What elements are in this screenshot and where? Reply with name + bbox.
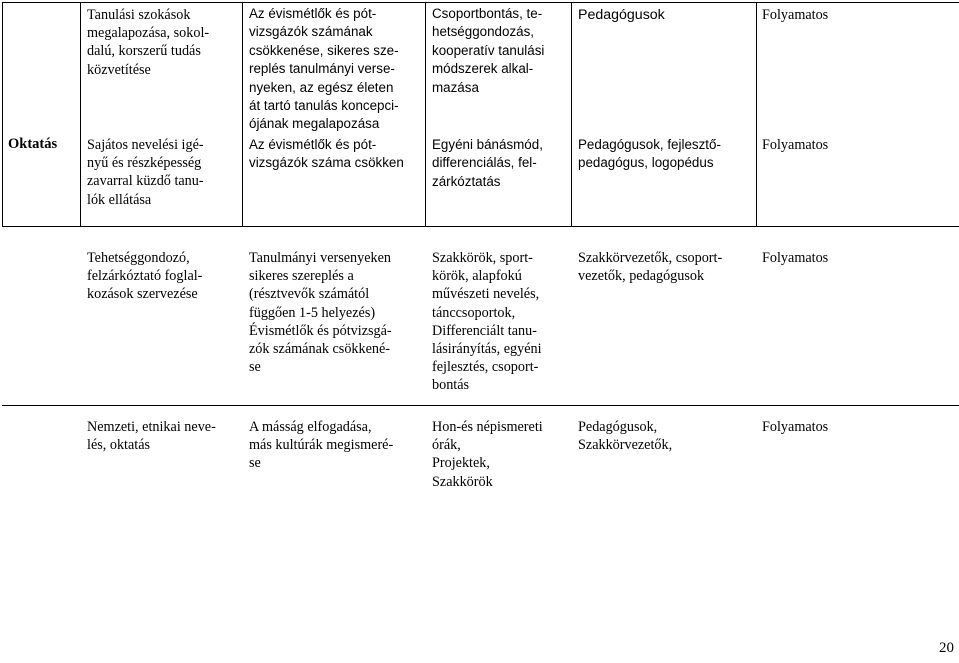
task-cell: Tehetséggondozó, felzárkóztató foglal- kozások szervezése — [87, 250, 203, 303]
responsible-cell: Szakkörvezetők, csoport- vezetők, pedagógusok — [578, 250, 723, 285]
responsible-cell: Pedagógusok, Szakkörvezetők, — [578, 419, 673, 454]
table-divider-col3 — [425, 2, 426, 226]
goal-cell: Tanulmányi versenyeken sikeres szereplés a (résztvevők számától függően 1-5 helyezés) Évismétlők és pótvizsgá- zók számának csökkené- se — [249, 250, 392, 376]
goal-cell: Az évismétlők és pót- vizsgázók számának csökkenése, sikeres sze- replés tanulmányi verse- nyeken, az egész életen át tartó tanulás koncepci- ójának megalapozása — [249, 6, 399, 132]
table-border-block2-bottom — [2, 405, 959, 406]
method-cell: Szakkörök, sport- körök, alapfokú művészeti nevelés, tánccsoportok, Differenciált tanu- lásirányítás, egyéni fejlesztés, csoport- bontás — [432, 250, 542, 394]
table-border-left — [2, 2, 3, 226]
method-cell: Csoportbontás, te- hetséggondozás, kooperatív tanulási módszerek alkal- mazása — [432, 6, 545, 95]
deadline-cell: Folyamatos — [762, 250, 829, 266]
goal-cell: A másság elfogadása, más kultúrák megismeré- se — [249, 419, 394, 472]
goal-cell: Az évismétlők és pót- vizsgázók száma csökken — [249, 137, 404, 171]
deadline-cell: Folyamatos — [762, 419, 829, 435]
deadline-cell: Folyamatos — [762, 137, 829, 153]
method-cell: Egyéni bánásmód, differenciálás, fel- zárkóztatás — [432, 137, 543, 189]
table-border-top — [2, 2, 959, 3]
table-divider-col5 — [756, 2, 757, 226]
table-border-block1-bottom — [2, 226, 959, 227]
task-cell: Sajátos nevelési igé- nyű és részképesség zavarral küzdő tanu- lók ellátása — [87, 137, 204, 208]
deadline-cell: Folyamatos — [762, 7, 829, 23]
task-cell: Nemzeti, etnikai neve- lés, oktatás — [87, 419, 216, 454]
task-cell: Tanulási szokások megalapozása, sokol- dalú, korszerű tudás közvetítése — [87, 7, 210, 78]
responsible-cell: Pedagógusok, fejlesztő- pedagógus, logopédus — [578, 137, 721, 171]
table-divider-col1 — [80, 2, 81, 226]
page-number: 20 — [939, 640, 954, 656]
method-cell: Hon-és népismereti órák, Projektek, Szakkörök — [432, 419, 543, 490]
section-label-oktatas: Oktatás — [8, 136, 58, 152]
table-divider-col4 — [571, 2, 572, 226]
table-divider-col2 — [242, 2, 243, 226]
responsible-cell: Pedagógusok — [578, 7, 665, 23]
